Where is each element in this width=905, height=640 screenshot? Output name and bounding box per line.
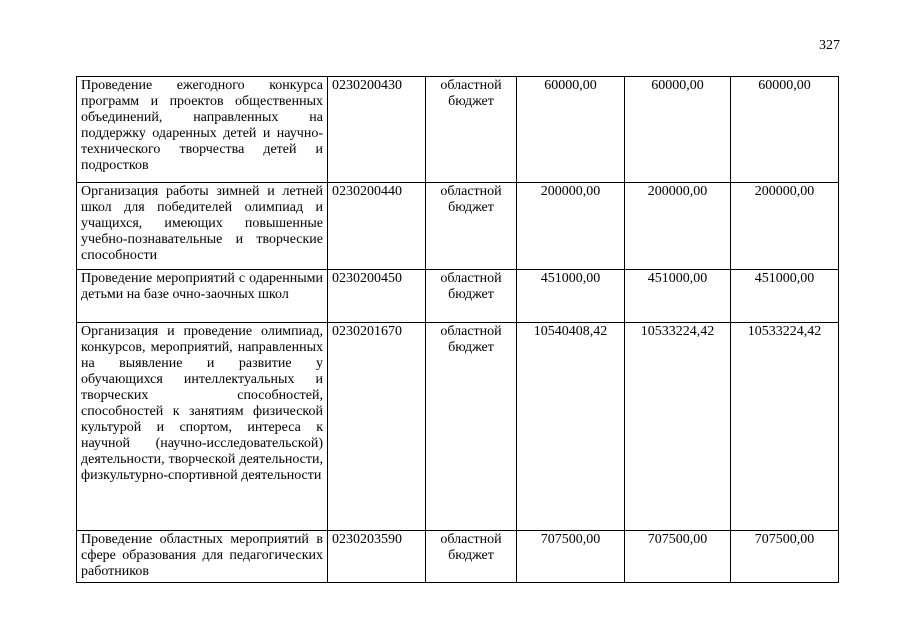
budget-code: 0230200430 xyxy=(328,77,426,183)
amount-year-1: 707500,00 xyxy=(517,531,625,583)
amount-year-3: 10533224,42 xyxy=(731,323,839,531)
amount-year-2: 451000,00 xyxy=(625,270,731,323)
amount-year-2: 60000,00 xyxy=(625,77,731,183)
budget-code: 0230200440 xyxy=(328,183,426,270)
amount-year-1: 10540408,42 xyxy=(517,323,625,531)
amount-year-2: 707500,00 xyxy=(625,531,731,583)
budget-table xyxy=(76,76,839,583)
amount-year-3: 451000,00 xyxy=(731,270,839,323)
amount-year-1: 60000,00 xyxy=(517,77,625,183)
funding-source: областной бюджет xyxy=(426,77,517,183)
amount-year-3: 60000,00 xyxy=(731,77,839,183)
budget-code: 0230203590 xyxy=(328,531,426,583)
amount-year-1: 200000,00 xyxy=(517,183,625,270)
table-row xyxy=(77,270,839,323)
amount-year-1: 451000,00 xyxy=(517,270,625,323)
funding-source: областной бюджет xyxy=(426,531,517,583)
activity-description: Проведение ежегодного конкурса программ и проектов общественных объединений, направленных на поддержку одаренных детей и научно-технического творчества детей и подростков xyxy=(77,77,328,183)
table-row xyxy=(77,531,839,583)
table-row xyxy=(77,77,839,183)
funding-source: областной бюджет xyxy=(426,270,517,323)
table-row xyxy=(77,323,839,531)
funding-source: областной бюджет xyxy=(426,323,517,531)
amount-year-2: 10533224,42 xyxy=(625,323,731,531)
funding-source: областной бюджет xyxy=(426,183,517,270)
amount-year-3: 707500,00 xyxy=(731,531,839,583)
activity-description: Организация работы зимней и летней школ для победителей олимпиад и учащихся, имеющих повышенные учебно-познавательные и творческие способности xyxy=(77,183,328,270)
activity-description: Проведение областных мероприятий в сфере образования для педагогических работников xyxy=(77,531,328,583)
activity-description: Организация и проведение олимпиад, конкурсов, мероприятий, направленных на выявление и развитие у обучающихся интеллектуальных и творческих способностей, способностей к занятиям физической культурой и спортом, интереса к научной (научно-исследовательской) деятельности, творческой деятельности, физкультурно-спортивной деятельности xyxy=(77,323,328,531)
amount-year-2: 200000,00 xyxy=(625,183,731,270)
page-number: 327 xyxy=(819,38,840,53)
budget-code: 0230200450 xyxy=(328,270,426,323)
budget-code: 0230201670 xyxy=(328,323,426,531)
activity-description: Проведение мероприятий с одаренными детьми на базе очно-заочных школ xyxy=(77,270,328,323)
table-row xyxy=(77,183,839,270)
amount-year-3: 200000,00 xyxy=(731,183,839,270)
